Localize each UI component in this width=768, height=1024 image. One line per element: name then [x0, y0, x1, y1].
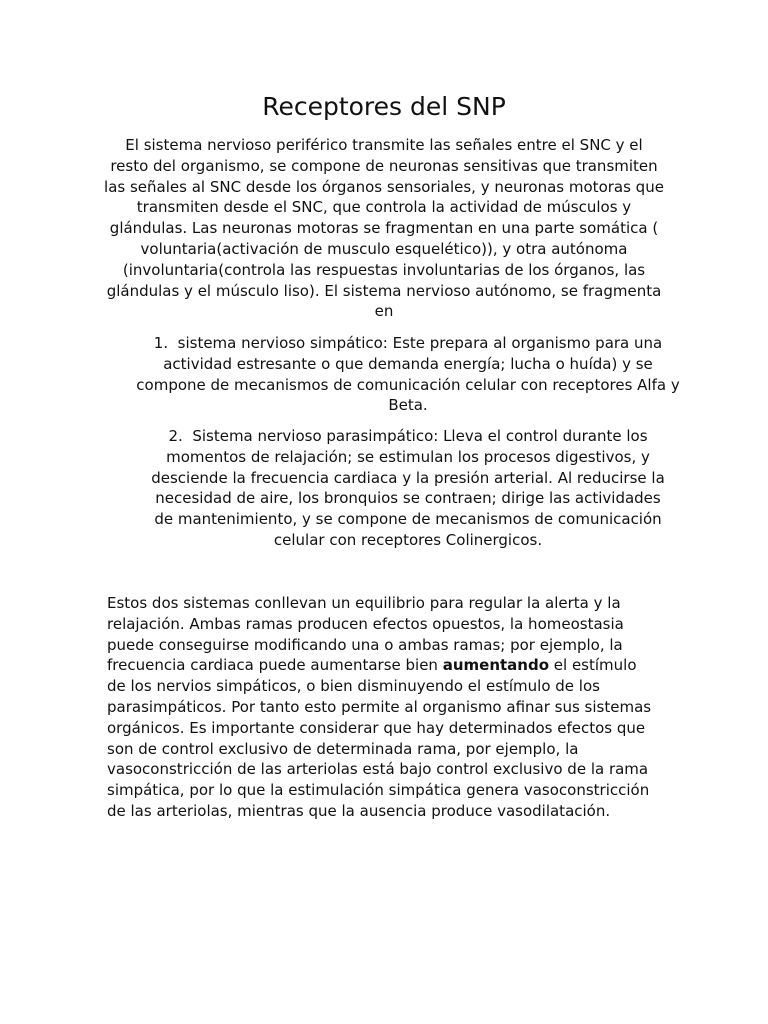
list-item-number: 2. [168, 427, 183, 445]
list-item-text: sistema nervioso simpático: Este prepara al organismo para una actividad estresante o que demanda energía; lucha o huída) y se compone de mecanismos de comunicación celular con receptores Alfa y Beta. [136, 334, 680, 415]
closing-paragraph [107, 593, 655, 822]
closing-text-start: Estos dos sistemas conllevan un equilibrio para regular la alerta y la relajación. Ambas ramas producen efectos opuestos, la homeostasia puede conseguirse modificando una o ambas ramas; por ejemplo, la frecuencia cardiaca puede aumentarse bien [107, 594, 624, 675]
list-item-sympathetic [136, 333, 680, 416]
list-item-text: Sistema nervioso parasimpático: Lleva el control durante los momentos de relajación; se estimulan los procesos digestivos, y desciende la frecuencia cardiaca y la presión arterial. Al reducirse la necesidad de aire, los bronquios se contraen; dirige las actividades de mantenimiento, y se compone de mecanismos de comunicación celular con receptores Colinergicos. [151, 427, 665, 549]
list-item-parasympathetic [150, 426, 666, 551]
page-title: Receptores del SNP [262, 92, 506, 121]
closing-text-end: el estímulo de los nervios simpáticos, o bien disminuyendo el estímulo de los parasimpáticos. Por tanto esto permite al organismo afinar sus sistemas orgánicos. Es importante considerar que hay determinados efectos que son de control exclusivo de determinada rama, por ejemplo, la vasoconstricción de las arteriolas está bajo control exclusivo de la rama simpática, por lo que la estimulación simpática genera vasoconstricción de las arteriolas, mientras que la ausencia produce vasodilatación. [107, 656, 652, 820]
closing-bold-word: aumentando [442, 656, 550, 675]
list-item-number: 1. [153, 334, 169, 352]
intro-paragraph: El sistema nervioso periférico transmite las señales entre el SNC y el resto del organismo, se compone de neuronas sensitivas que transmiten las señales al SNC desde los órganos sensoriales, y neuronas motoras que transmiten desde el SNC, que controla la actividad de músculos y glándulas. Las neuronas motoras se fragmentan en una parte somática ( voluntaria(activación de musculo esquelético)), y otra autónoma (involuntaria(controla las respuestas involuntarias de los órganos, las glándulas y el músculo liso). El sistema nervioso autónomo, se fragmenta en [104, 136, 664, 321]
